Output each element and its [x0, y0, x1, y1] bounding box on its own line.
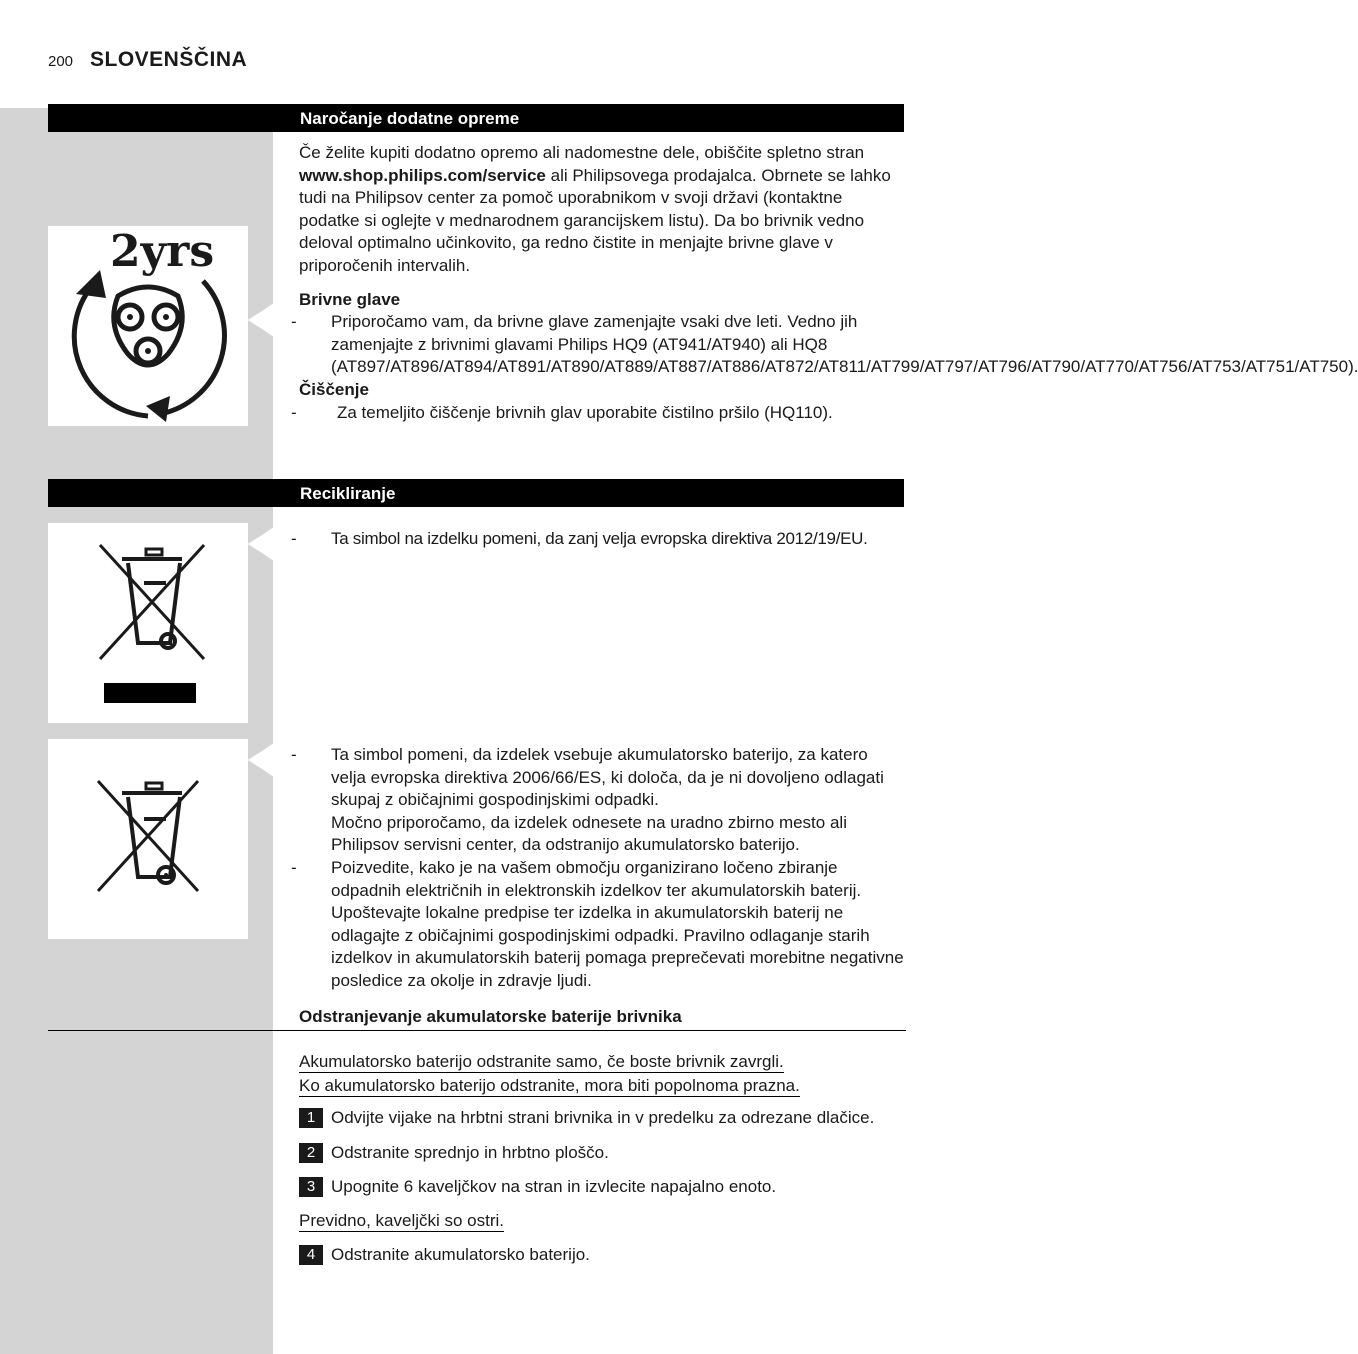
warning-line-2: Ko akumulatorsko baterijo odstranite, mora biti popolnoma prazna.: [299, 1075, 800, 1095]
pointer-notch: [248, 743, 274, 777]
ordering-intro: Če želite kupiti dodatno opremo ali nadomestne dele, obiščite spletno stran www.shop.philips.com/service ali Philipsovega prodajalca. Obrnete se lahko tudi na Philipsov center za pomoč uporabnikom v svoji državi (kontaktne podatke si oglejte v mednarodnem garancijskem listu). Da bo brivnik vedno deloval optimalno učinkovito, ga redno čistite in menjajte brivne glave v priporočenih intervalih.: [299, 143, 891, 275]
list-item-continued: Močno priporočamo, da izdelek odnesete na uradno zbirno mesto ali Philipsov servisni center, da odstranijo akumulatorsko baterijo.: [331, 812, 847, 855]
two-years-label: 2yrs: [110, 226, 215, 277]
list-item: - Ta simbol pomeni, da izdelek vsebuje akumulatorsko baterijo, za katero velja evropska direktiva 2006/66/ES, ki določa, da je ni dovoljeno odlagati skupaj z običajnimi gospodinjskimi odpadki.: [291, 745, 884, 810]
pointer-notch: [248, 303, 274, 337]
step-1: 1 Odvijte vijake na hrbtni strani brivnika in v predelku za odrezane dlačice.: [299, 1107, 905, 1130]
list-item: - Poizvedite, kako je na vašem območju organizirano ločeno zbiranje odpadnih električnih in elektronskih izdelkov ter akumulatorskih baterij. Upoštevajte lokalne predpise ter izdelka in akumulatorskih baterij ne odlagajte z običajnimi gospodinjskimi odpadki. Pravilno odlaganje starih izdelkov in akumulatorskih baterij pomaga preprečevati morebitne negativne posledice za okolje in zdravje ljudi.: [291, 857, 904, 990]
section-title-battery-removal: Odstranjevanje akumulatorske baterije brivnika: [299, 1007, 682, 1026]
shop-link[interactable]: www.shop.philips.com/service: [299, 165, 546, 185]
warning-line-1: Akumulatorsko baterijo odstranite samo, če boste brivnik zavrgli.: [299, 1052, 784, 1071]
recycling-item-1: - Ta simbol na izdelku pomeni, da zanj velja evropska direktiva 2012/19/EU.: [291, 529, 868, 548]
battery-removal-text: [299, 1051, 905, 1266]
battery-removal-heading: [299, 1006, 905, 1029]
page-number: 200: [48, 53, 74, 70]
two-years-image: [48, 226, 248, 426]
section-divider: [48, 1030, 906, 1031]
ordering-text: [291, 142, 1358, 424]
section-bar-ordering: [48, 104, 904, 132]
heads-subtitle: Brivne glave: [299, 289, 401, 309]
weee-image: [48, 523, 248, 723]
black-bar: [104, 683, 196, 703]
page-title: SLOVENŠČINA: [90, 48, 248, 71]
battery-image: [48, 739, 248, 939]
cleaning-subtitle: Čiščenje: [299, 379, 369, 399]
step-2: 2 Odstranite sprednjo in hrbtno ploščo.: [299, 1142, 905, 1165]
section-title-recycling: Recikliranje: [300, 484, 396, 503]
step-4: 4 Odstranite akumulatorsko baterijo.: [299, 1244, 905, 1267]
caution-text: Previdno, kaveljčki so ostri.: [299, 1210, 505, 1230]
pointer-notch: [248, 527, 274, 561]
step-3: 3 Upognite 6 kaveljčkov na stran in izvlecite napajalno enoto.: [299, 1176, 905, 1199]
list-item: - Priporočamo vam, da brivne glave zamenjajte vsaki dve leti. Vedno jih zamenjajte z brivnimi glavami Philips HQ9 (AT941/AT940) ali HQ8 (AT897/AT896/AT894/AT891/AT890/AT889/AT887/AT886/AT872/AT811/AT799/AT797/AT796/AT790/AT770/AT756/AT753/AT751/AT750).: [291, 312, 1358, 377]
section-bar-recycling: [48, 479, 904, 507]
recycling-text: [291, 744, 905, 993]
crossed-bin-icon: [48, 739, 248, 939]
section-title-ordering: Naročanje dodatne opreme: [300, 109, 520, 128]
list-item: - Za temeljito čiščenje brivnih glav uporabite čistilno pršilo (HQ110).: [291, 402, 833, 422]
two-years-icon: [48, 226, 248, 426]
